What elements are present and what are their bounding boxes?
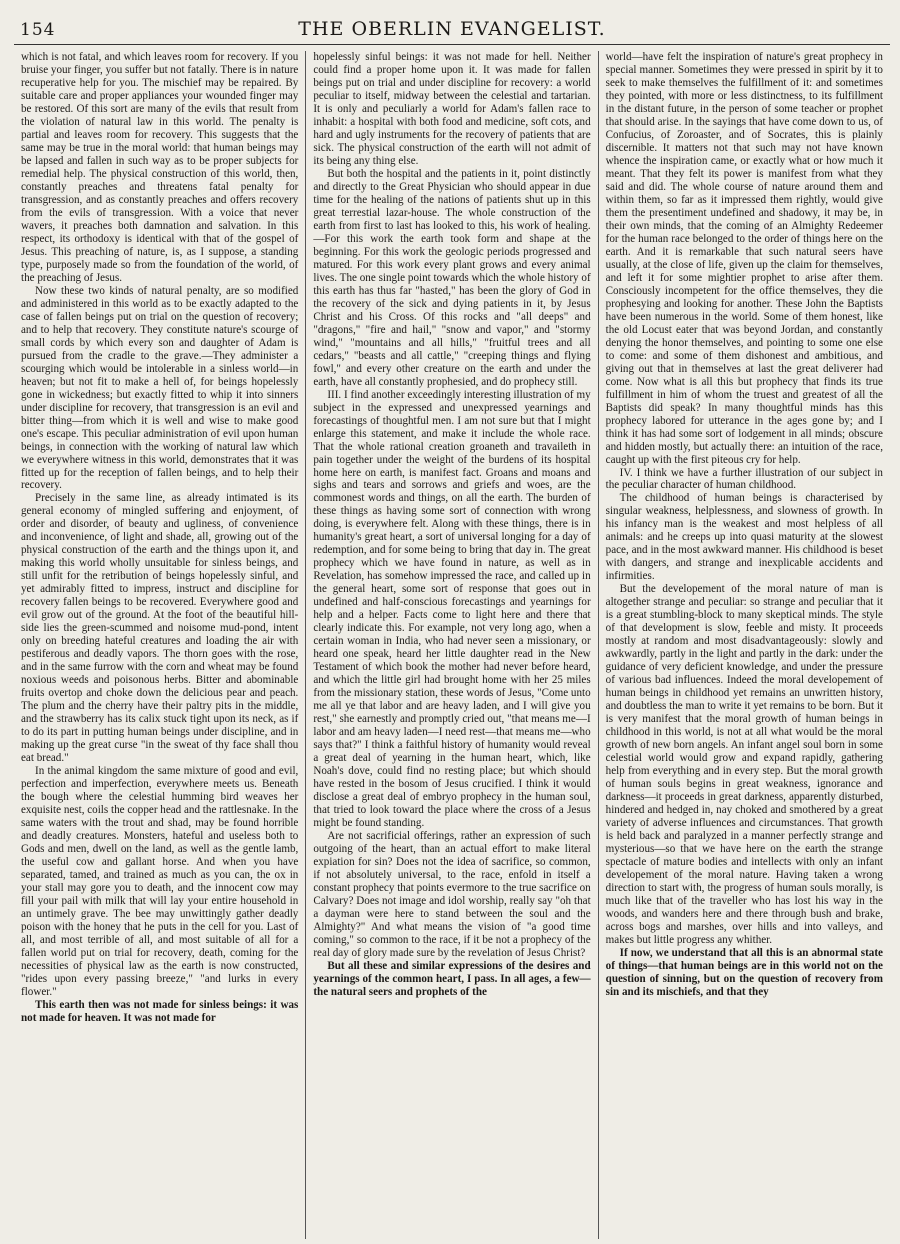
- paragraph: Are not sacrificial offerings, rather an expression of such outgoing of the heart, than an actual effort to make literal expiation for sin? Does not the idea of sacrifice, so common, if not absolutely universal, to the race, enfold in itself a constant prophecy that points evermore to the true sacrifice on Calvary? Does not image and idol worship, really say "oh that a dayman were here to stand between the soul and the Almighty?" And what means the vision of "a good time coming," so common to the race, if it be not a prophecy of the real day of glory made sure by the revelation of Jesus Christ?: [313, 830, 591, 959]
- paragraph: IV. I think we have a further illustration of our subject in the peculiar character of human childhood.: [605, 466, 883, 492]
- paragraph: But both the hospital and the patients in it, point distinctly and directly to the Great Physician who should appear in due time for the healing of the nations of patients shut up in this great terrestial lazar-house. The whole construction of the earth from first to last has looked to this, his work of healing.—For this work the earth took form and shape at the beginning. For this work the geologic periods progressed and matured. For this work every plant grows and every animal lives. The one single point towards which the whole history of this earth has thus far "hasted," has been the glory of God in the recovery of the sick and dying patients in it, by Jesus Christ and his Cross. Of this rocks and "all deeps" and "dragons," "fire and hail," "snow and vapor," and "stormy wind," "mountains and all hills," "fruitful trees and all cedars," "beasts and all cattle," "creeping things and flying fowl," and every other creature on the earth and under the earth, have all constantly prophesied, and do prophecy still.: [313, 167, 591, 388]
- paragraph: world—have felt the inspiration of nature's great prophecy in special manner. Sometimes they were pressed in spirit by it to seek to make themselves the fulfillment of it: and sometimes they pointed, with more or less distinctness, to its fulfillment in the distant future, in the person of some teacher or prophet that should arise. In the sayings that have come down to us, of Confucius, of Zoroaster, and of Socrates, this is plainly discernible. It matters not that such may not have known whence the inspiration came, or exactly what or how much it meant. That they felt its power is manifest from what they said and did. The whole course of nature around them and within them, so far as it impressed them rightly, would give them the presentiment undefined and shadowy, it may be, in their own minds, that the coming of an Almighty Redeemer for the human race belonged to the order of things here on the earth. And it is remarkable that such natural seers have usually, at the close of life, given up the claim for themselves, and left it for some mightier prophet to arise after them. Consciously incompetent for the office themselves, they die prophesying and looking for another. These John the Baptists have been numerous in the world. Some of them honest, like the old Locust eater that was beyond Jordan, and constantly denying the honor themselves, and pointing to some one else to come: and some of them dishonest and ambitious, and giving out that in themselves at last the great deliverer had come. Now what is all this but prophecy that finds its true fulfillment in him of whom the truest and greatest of all the Baptists did speak? In many thoughtful minds has this prophecy labored for utterance in the ages gone by; and I think it has had some sort of lodgement in all minds; obscure and hidden mostly, but actually there: an intuition of the race, caught up with the first piteous cry for help.: [605, 51, 883, 466]
- paragraph: Now these two kinds of natural penalty, are so modified and administered in this world as to be exactly adapted to the case of fallen beings put on trial on the question of recovery; and to help that recovery. They constitute nature's scourge of small cords by which every son and daughter of Adam is pursued from the cradle to the grave.—They administer a scourging which would be intolerable in a sinless world—in heaven; but not fit to make a hell of, for beings hopelessly gone in wickedness; but exactly fitted to whip it into sinners under discipline for recovery, that transgression is an evil and bitter thing—from which it is well and wise to make good one's escape. This peculiar administration of evil upon human beings, in connection with the working of natural law which we everywhere witness in this world, demonstrates that it was fitted up for the reception of fallen beings, and to help their recovery.: [21, 284, 299, 492]
- paragraph: The childhood of human beings is characterised by singular weakness, helplessness, and slowness of growth. In his infancy man is the weakest and most helpless of all animals: and he creeps up into quasi maturity at the slowest pace, and in the most awkward manner. His childhood is beset with dangers, and strange and inexplicable accidents and infirmities.: [605, 492, 883, 583]
- paragraph: which is not fatal, and which leaves room for recovery. If you bruise your finger, you suffer but not fatally. There is in nature recuperative help for you. The mischief may be repaired. By suitable care and proper appliances your wounded finger may be restored. Of this sort are many of the evils that result from the violation of natural law in this world. The penalty is partial and leaves room for recovery. This suggests that the same may be true in the moral world: that human beings may be lapsed and fallen in such way as to be proper subjects for remedial help. The physical construction of this world, then, constantly preaches and threatens fatal penalty for transgression, and as constantly preaches and offers recovery from the evils of transgression. With a voice that never wavers, it preaches both damnation and salvation. In this respect, its orthodoxy is identical with that of the gospel of Jesus. This preaching of nature, is, as I suppose, a standing type, purposely made so from the foundation of the world, of the preaching of Jesus.: [21, 51, 299, 284]
- paragraph: hopelessly sinful beings: it was not made for hell. Neither could find a proper home upon it. It was made for fallen beings put on trial and under discipline for recovery: a world peculiar to itself, midway between the celestial and tartarian. It is only and peculiarly a world for Adam's fallen race to inhabit: a hospital with both food and medicine, soft cots, and hard and ugly instruments for the recovery of patients that are sick. The physical construction of the earth will not admit of its being any thing else.: [313, 51, 591, 167]
- column-3: [599, 51, 890, 1239]
- paragraph: But all these and similar expressions of the desires and yearnings of the common heart, I pass. In all ages, a few—the natural seers and prophets of the: [313, 959, 591, 998]
- paragraph: In the animal kingdom the same mixture of good and evil, perfection and imperfection, everywhere meets us. Beneath the bough where the celestial humming bird weaves her exquisite nest, coils the copper head and the rattlesnake. In the same waters with the trout and shad, may be found horrible and deadly creatures. Monsters, hateful and useless both to Gods and men, dwell on the land, as well as the gentle lamb, the useful cow and gallant horse. And when you have separated, tamed, and trained as much as you can, the ox in your stall may gore you to death, and the innocent cow may fill your pail with milk that will lay your entire household in an untimely grave. The bee may unwittingly gather deadly poison with the honey that he puts in the cell for you. Last of all, and most terrible of all, and most suitable of all for a fallen world put on trial for recovery, death, coming for the necessities of physical law as the earth is now constructed, "rides upon every passing breeze," "and lurks in every flower.": [21, 765, 299, 998]
- paragraph: This earth then was not made for sinless beings: it was not made for heaven. It was not made for: [21, 998, 299, 1024]
- article-columns: [14, 51, 890, 1239]
- paragraph: If now, we understand that all this is an abnormal state of things—that human beings are in this world not on the question of sinning, but on the question of recovery from sin and its mischiefs, and that they: [605, 946, 883, 998]
- column-1: [14, 51, 306, 1239]
- publication-title: THE OBERLIN EVANGELIST.: [298, 18, 606, 40]
- column-2: [306, 51, 598, 1239]
- paragraph: Precisely in the same line, as already intimated is its general economy of mingled suffering and enjoyment, of order and disorder, of beauty and ugliness, of convenience and inconvenience, of light and shade, all, growing out of the physical construction of the earth and the things upon it, and making this world wholly unsuitable for sinless beings, and still unfit for the retribution of beings hopelessly sinful, and yet admirably fitted to impress, instruct and discipline for recovery fallen beings to be recovered. Everywhere good and evil grow out of the ground. At the foot of the beautiful hill-side lies the green-scummed and noisome mud-pond, intent only on breeding hateful creatures and loading the air with pestiferous and deadly vapors. The thorn goes with the rose, and in the same furrow with the corn and wheat may be found noxious weeds and poisonous herbs. Bitter and abominable fruits overtop and choke down the delicious pear and peach. The plum and the cherry have their paltry pits in the middle, and the strawberry has its calix stuck tight upon its neck, as if to do its part in putting human beings under discipline, and in making up the great curse "in the sweat of thy face shall thou eat bread.": [21, 492, 299, 765]
- paragraph: III. I find another exceedingly interesting illustration of my subject in the expressed and unexpressed yearnings and forecastings of thoughtful men. I am not sure but that I might enlarge this statement, and make it include the whole race. That the whole rational creation groaneth and travaileth in pain together under the weight of the burdens of its hospital home here on earth, is manifest fact. Groans and moans and sighs and tears and sorrows and griefs and woes, are the commonest words and things, on all the earth. The burden of these things as having some sort of connection with wrong doing, is everywhere felt. Along with these things, there is in humanity's great heart, a sort of universal longing for a day of redemption, and for some being to bring that day in. The great prophecy which we have found in nature, as well as in Revelation, has somehow impressed the race, and called up in the general heart, some sort of response that goes out in undefined and half-conscious forecastings and yearnings for help and a helper. Facts come to light here and there that clearly indicate this. For example, not very long ago, when a certain woman in India, who had never seen a missionary, or heard one speak, heard her little daughter read in the New Testament of which book the mother had never before heard, and which the little girl had brought home with her 25 miles from the missionary station, these words of Jesus, "Come unto me all ye that labor and are heavy laden, and I will give you rest," she earnestly and promptly cried out, "that means me—I labor and am heavy laden—I need rest—that means me—who says that?" I think a faithful history of humanity would reveal a great deal of yearning in the human heart, which, like Noah's dove, could find no resting place; but which should have rested in the bosom of Jesus crucified. I think it would disclose a great deal of embryo prophecy in the human soul, that tried to look toward the place where the cross of a Jesus might be found standing.: [313, 388, 591, 830]
- paragraph: But the developement of the moral nature of man is altogether strange and peculiar: so strange and peculiar that it is a great stumbling-block to many skeptical minds. The style of that development is slow, feeble and misty. It proceeds mostly at random and most disadvantageously: slowly and awkwardly, partly in the light and partly in the dark: under the guidance of very deficient knowledge, and under the pressure of various bad influences. Indeed the moral developement of human beings in childhood yet remains an unwritten history, and doubtless the man to write it yet remains to be born. But it is very manifest that the moral growth of human beings in childhood in this world, is not at all what would be the moral growth of new born angels. An infant angel soul born in some celestial world would grow and expand rapidly, gathering help from everything and in every step. But the moral growth of human souls begins in great weakness, ignorance and darkness—it proceeds in great darkness, apparently disturbed, hindered and hedged in, nay choked and smothered by a great variety of adverse influences and circumstances. That growth is held back and paralyzed in a manner perfectly strange and mysterious—so that we have here on the earth the strange spectacle of mature bodies and intellects with only an infant developement of the moral nature. Having taken a wrong direction to start with, the progress of human souls morally, is much like that of the traveller who has lost his way in the woods, and wanders here and there through bush and brake, across bogs and marshes, over hills and into valleys, and makes but little progress any whither.: [605, 583, 883, 946]
- page-number: 154: [20, 20, 56, 40]
- running-header: [14, 14, 890, 45]
